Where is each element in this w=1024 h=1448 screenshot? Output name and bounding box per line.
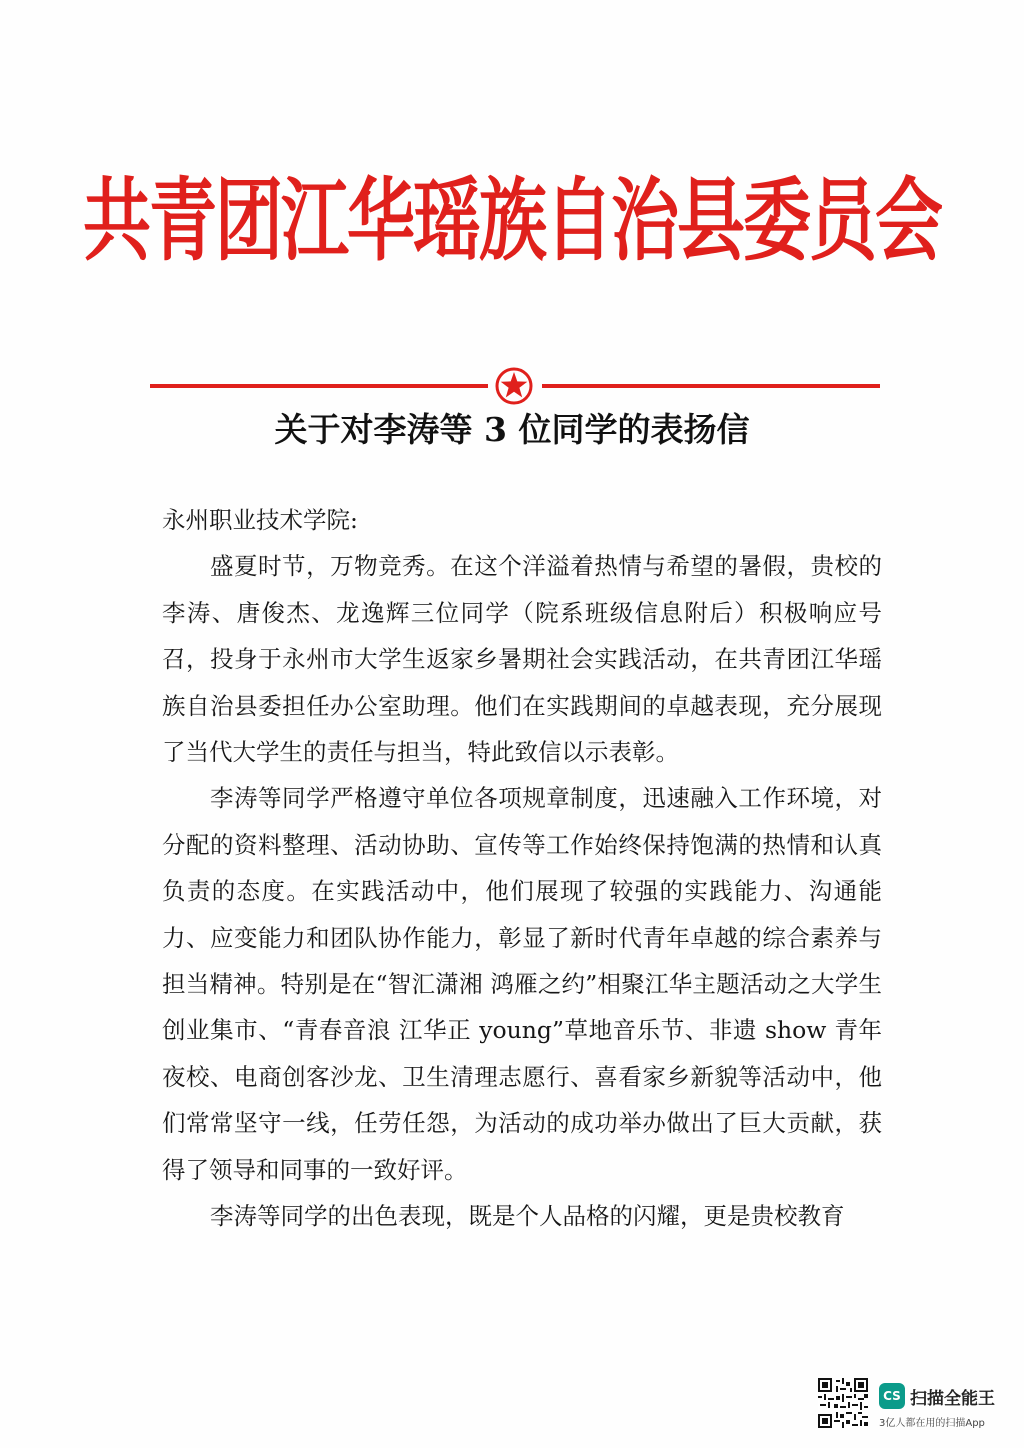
- app-slogan: 3亿人都在用的扫描App: [879, 1418, 985, 1429]
- camscanner-logo-icon: CS: [879, 1383, 905, 1409]
- qr-code-icon: [818, 1378, 868, 1428]
- masthead-title: 共青团江华瑶族自治县委员会: [82, 169, 941, 275]
- paragraph-1: 盛夏时节，万物竞秀。在这个洋溢着热情与希望的暑假，贵校的李涛、唐俊杰、龙逸辉三位同学（院系班级信息附后）积极响应号召，投身于永州市大学生返家乡暑期社会实践活动，在共青团江华瑶族自治县委担任办公室助理。他们在实践期间的卓越表现，充分展现了当代大学生的责任与担当，特此致信以示表彰。: [162, 552, 882, 767]
- divider-line-left: [150, 384, 488, 388]
- red-divider: [150, 366, 880, 406]
- salutation: 永州职业技术学院:: [162, 506, 358, 534]
- app-name: 扫描全能王: [910, 1389, 995, 1409]
- letter-title: 关于对李涛等 3 位同学的表扬信: [274, 410, 750, 449]
- paragraph-2: 李涛等同学严格遵守单位各项规章制度，迅速融入工作环境，对分配的资料整理、活动协助、宣传等工作始终保持饱满的热情和认真负责的态度。在实践活动中，他们展现了较强的实践能力、沟通能力、应变能力和团队协作能力，彰显了新时代青年卓越的综合素养与担当精神。特别是在“智汇潇湘 鸿雁之约”相聚江华主题活动之大学生创业集市、“青春音浪 江华正 young”草地音乐节、非遗 show 青年夜校、电商创客沙龙、卫生清理志愿行、喜看家乡新貌等活动中，他们常常坚守一线，任劳任怨，为活动的成功举办做出了巨大贡献，获得了领导和同事的一致好评。: [162, 784, 882, 1184]
- scanner-watermark: [818, 1378, 1008, 1434]
- red-star-emblem-icon: [494, 366, 534, 406]
- letter-body: [162, 497, 882, 1240]
- paragraph-3: 李涛等同学的出色表现，既是个人品格的闪耀，更是贵校教育: [210, 1202, 845, 1231]
- divider-line-right: [542, 384, 880, 388]
